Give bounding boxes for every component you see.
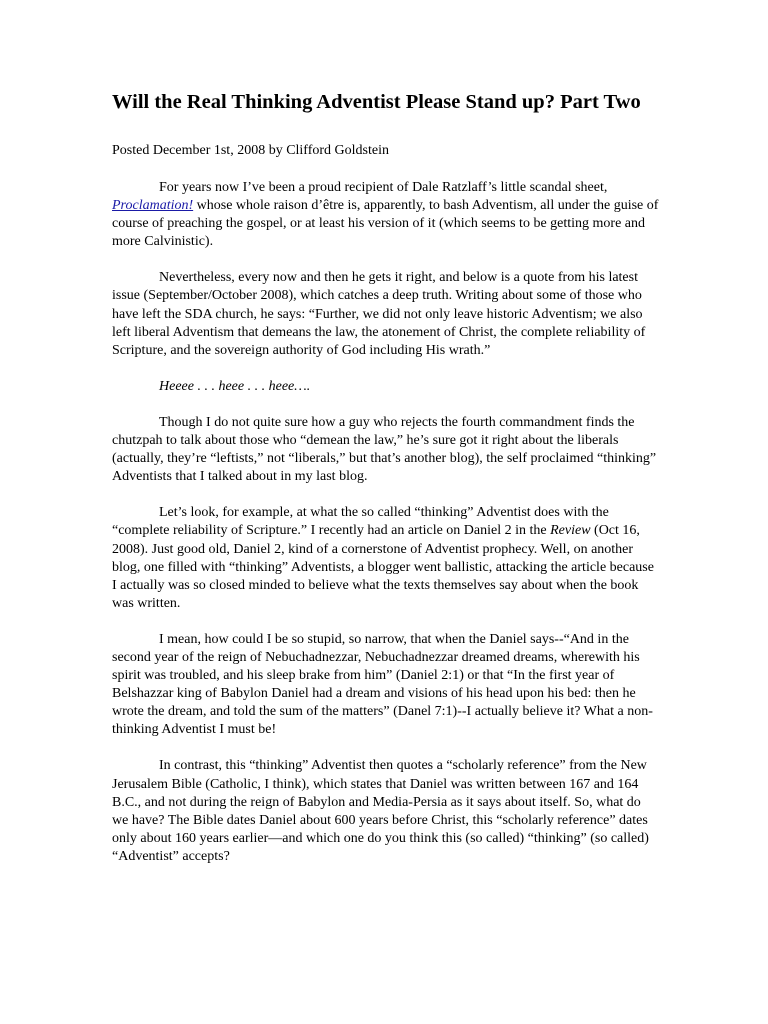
paragraph-5 xyxy=(112,504,660,613)
paragraph-6: I mean, how could I be so stupid, so narrow, that when the Daniel says--“And in the second year of the reign of Nebuchadnezzar, Nebuchadnezzar dreamed dreams, wherewith his spirit was troubled, and his sleep brake from him” (Daniel 2:1) or that “In the first year of Belshazzar king of Babylon Daniel had a dream and visions of his head upon his bed: then he wrote the dream, and told the sum of the matters” (Danel 7:1)--I actually believe it? What a non-thinking Adventist I must be! xyxy=(112,631,653,738)
paragraph-7: In contrast, this “thinking” Adventist then quotes a “scholarly reference” from the New Jerusalem Bible (Catholic, I think), which states that Daniel was written between 167 and 164 B.C., and not during the reign of Babylon and Media-Persia as it says about itself. So, what do we have? The Bible dates Daniel about 600 years before Christ, this “scholarly reference” dates only about 160 years earlier—and which one do you think this (so called) “thinking” (so called) “Adventist” accepts? xyxy=(112,758,649,864)
paragraph-1 xyxy=(112,179,660,251)
paragraph-1-text-a: For years now I’ve been a proud recipient of Dale Ratzlaff’s little scandal sheet, xyxy=(159,180,608,195)
article-byline: Posted December 1st, 2008 by Clifford Goldstein xyxy=(112,143,389,158)
proclamation-link[interactable]: Proclamation! xyxy=(112,198,194,214)
article-title: Will the Real Thinking Adventist Please Stand up? Part Two xyxy=(112,91,641,113)
paragraph-4: Though I do not quite sure how a guy who rejects the fourth commandment finds the chutzpah to talk about those who “demean the law,” he’s sure got it right about the liberals (actually, they’re “leftists,” not “liberals,” but that’s another blog), the self proclaimed “thinking” Adventists that I talked about in my last blog. xyxy=(112,414,657,485)
paragraph-3 xyxy=(112,378,660,396)
paragraph-5-text-a: Let’s look, for example, at what the so called “thinking” Adventist does with the “complete reliability of Scripture.” I recently had an article on Daniel 2 in the xyxy=(112,505,609,539)
review-title: Review xyxy=(550,523,591,539)
laughter-text: Heeee . . . heee . . . heee…. xyxy=(159,378,311,394)
paragraph-5-text-b: (Oct 16, 2008). Just good old, Daniel 2, kind of a cornerstone of Adventist prophecy. Well, on another blog, one filled with “thinking” Adventists, a blogger went ballistic, attacking the article because I actually was so closed minded to believe what the texts themselves say about when the book was written. xyxy=(112,523,654,611)
paragraph-1-text-b: whose whole raison d’être is, apparently, to bash Adventism, all under the guise of course of preaching the gospel, or at least his version of it (which seems to be getting more and more Calvinistic). xyxy=(112,198,659,250)
paragraph-2: Nevertheless, every now and then he gets it right, and below is a quote from his latest issue (September/October 2008), which catches a deep truth. Writing about some of those who have left the SDA church, he says: “Further, we did not only leave historic Adventism; we also left liberal Adventism that demeans the law, the atonement of Christ, the complete reliability of Scripture, and the sovereign authority of God including His wrath.” xyxy=(112,270,646,358)
